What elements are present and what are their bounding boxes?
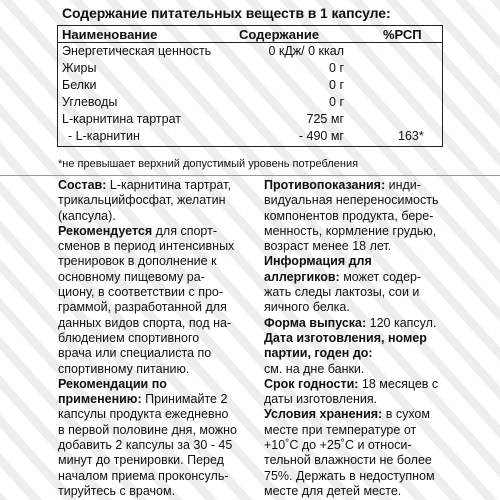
storage-text: +10˚С до +25˚С и относи-: [264, 438, 412, 453]
usage-line: [58, 392, 254, 407]
nutrition-title: Содержание питательных веществ в 1 капсуле:: [62, 5, 391, 21]
allergy-text: яичного белка.: [264, 300, 350, 315]
recommended-text: тренировок в дополнение к: [58, 254, 217, 269]
allergy-label: Информация для: [264, 254, 372, 269]
table-row-name: Углеводы: [62, 95, 118, 109]
table-row-value: 0 г: [329, 61, 344, 75]
storage-line: [264, 407, 446, 422]
contraindications-label: Противопоказания:: [264, 178, 386, 192]
recommended-text: для спорт-: [152, 223, 217, 238]
recommended-text: граммой, разработанной для: [58, 300, 227, 315]
recommended-text: блюдением спортивного: [58, 330, 200, 345]
storage-text: месте при температуре от: [264, 422, 417, 437]
usage-text: Принимайте 2: [141, 392, 228, 407]
usage-text: в первой половине дня, можно: [58, 422, 238, 437]
recommended-text: сменов в период интенсивных: [58, 239, 235, 254]
composition-line: [58, 178, 254, 193]
recommended-text: основному пищевому ра-: [58, 269, 205, 284]
composition-text: (капсула).: [58, 208, 116, 223]
shelf-line: [264, 377, 446, 392]
nutrition-table: [57, 25, 443, 147]
footnote: *не превышает верхний допустимый уровень потребления: [58, 158, 359, 170]
contraindications-text: возраст менее 18 лет.: [264, 239, 392, 254]
recommended-label: Рекомендуется: [58, 223, 153, 238]
recommended-text: данных видов спорта, под на-: [58, 315, 232, 330]
form-label: Форма выпуска:: [264, 315, 367, 330]
left-column: [58, 178, 254, 499]
usage-text: началом приема проконсуль-: [58, 468, 229, 483]
storage-text: 75%. Держать в недоступном: [264, 468, 435, 483]
table-row-value: 725 мг: [306, 112, 344, 126]
manufacture-label: Дата изготовления, номер: [264, 330, 427, 345]
allergy-text: может содер-: [339, 269, 422, 284]
table-row-value: 0 г: [329, 78, 344, 92]
contraindications-text: менность, кормление грудью,: [264, 223, 437, 238]
table-header-divider: [58, 42, 442, 43]
shelf-label: Срок годности:: [264, 376, 359, 391]
table-row-name: L-карнитина тартрат: [62, 112, 181, 126]
table-row-name: Энергетическая ценность: [62, 44, 212, 58]
allergy-label: аллергиков:: [264, 269, 340, 284]
contraindications-text: компонентов продукта, бере-: [264, 208, 434, 223]
usage-text: тируйтесь с врачом.: [58, 483, 176, 498]
composition-text: L-карнитина тартрат,: [106, 178, 231, 192]
contraindications-text: видуальная непереносимость: [264, 193, 439, 208]
table-header-content: Содержание: [239, 27, 320, 42]
usage-label: применению:: [58, 392, 142, 407]
table-header-name: Наименование: [62, 27, 158, 42]
contraindications-line: [264, 178, 446, 193]
table-row-value: 0 кДж/ 0 ккал: [268, 44, 344, 58]
table-row-rsp: 163*: [398, 129, 424, 143]
allergy-line: [264, 270, 446, 285]
recommended-text: врача или специалиста по: [58, 346, 212, 361]
recommended-line: [58, 224, 254, 239]
composition-text: трикальцийфосфат, желатин: [58, 193, 226, 208]
storage-text: в сухом: [382, 407, 430, 422]
table-row-name: Белки: [62, 78, 97, 92]
manufacture-label: партии, годен до:: [264, 346, 373, 361]
table-header-rsp: %РСП: [383, 27, 422, 42]
allergy-text: жать следы лактозы, сои и: [264, 285, 420, 300]
table-row-name: Жиры: [62, 61, 97, 75]
storage-label: Условия хранения:: [264, 407, 383, 422]
composition-label: Состав:: [58, 178, 107, 192]
manufacture-text: см. на дне банки.: [264, 361, 365, 376]
storage-text: месте для детей месте.: [264, 483, 402, 498]
recommended-text: спортивному питанию.: [58, 361, 190, 376]
form-line: [264, 316, 446, 331]
form-text: 120 капсул.: [366, 315, 437, 330]
usage-text: минут до тренировки. Перед: [58, 453, 224, 468]
contraindications-text: инди-: [385, 178, 421, 192]
table-row-value: 0 г: [329, 95, 344, 109]
shelf-text: даты изготовления.: [264, 392, 378, 407]
usage-label: Рекомендации по: [58, 376, 167, 391]
shelf-text: 18 месяцев с: [358, 376, 439, 391]
table-row-name: - L-карнитин: [68, 129, 140, 143]
recommended-text: циону, в соответствии с про-: [58, 285, 224, 300]
usage-text: капсулы продукта ежедневно: [58, 407, 229, 422]
right-column: [264, 178, 446, 499]
table-row-value: - 490 мг: [298, 129, 344, 143]
storage-text: тельной влажности не более: [264, 453, 432, 468]
usage-text: добавить 2 капсулы за 30 - 45: [58, 438, 233, 453]
section-divider: [0, 175, 500, 176]
